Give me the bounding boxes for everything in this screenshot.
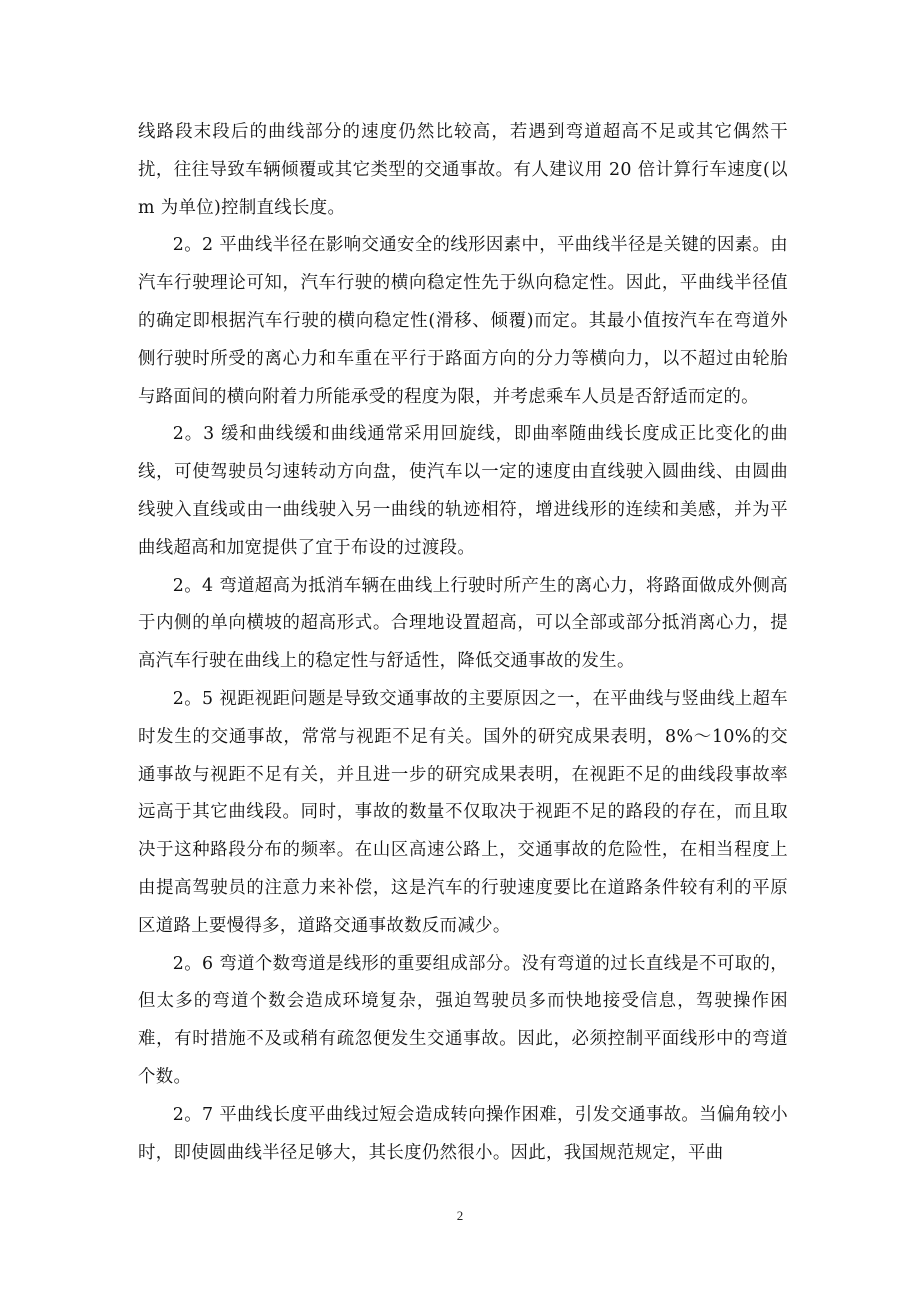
paragraph-2-5-sight-distance: 2。5 视距视距问题是导致交通事故的主要原因之一，在平曲线与竖曲线上超车时发生的交通事故，常常与视距不足有关。国外的研究成果表明，8%～10%的交通事故与视距不足有关，并且进一步的研究成果表明，在视距不足的曲线段事故率远高于其它曲线段。同时，事故的数量不仅取决于视距不足的路段的存在，而且取决于这种路段分布的频率。在山区高速公路上，交通事故的危险性，在相当程度上由提高驾驶员的注意力来补偿，这是汽车的行驶速度要比在道路条件较有利的平原区道路上要慢得多，道路交通事故数反而减少。 [138,688,788,936]
page-number: 2 [456,1208,464,1223]
paragraph-2-2-curve-radius: 2。2 平曲线半径在影响交通安全的线形因素中，平曲线半径是关键的因素。由汽车行驶理论可知，汽车行驶的横向稳定性先于纵向稳定性。因此，平曲线半径值的确定即根据汽车行驶的横向稳定性(滑移、倾覆)而定。其最小值按汽车在弯道外侧行驶时所受的离心力和车重在平行于路面方向的分力等横向力，以不超过由轮胎与路面间的横向附着力所能承受的程度为限，并考虑乘车人员是否舒适而定的。 [138,235,788,407]
body-text [138,114,788,1172]
paragraph-2-4-superelevation: 2。4 弯道超高为抵消车辆在曲线上行驶时所产生的离心力，将路面做成外侧高于内侧的单向横坡的超高形式。合理地设置超高，可以全部或部分抵消离心力，提高汽车行驶在曲线上的稳定性与舒适性，降低交通事故的发生。 [138,575,788,672]
paragraph-continuation: 线路段末段后的曲线部分的速度仍然比较高，若遇到弯道超高不足或其它偶然干扰，往往导致车辆倾覆或其它类型的交通事故。有人建议用 20 倍计算行车速度(以 m 为单位)控制直线长度。 [138,122,788,218]
paragraph-2-7-curve-length: 2。7 平曲线长度平曲线过短会造成转向操作困难，引发交通事故。当偏角较小时，即使圆曲线半径足够大，其长度仍然很小。因此，我国规范规定，平曲 [138,1104,788,1163]
paragraph-2-3-transition-curve: 2。3 缓和曲线缓和曲线通常采用回旋线，即曲率随曲线长度成正比变化的曲线，可使驾驶员匀速转动方向盘，使汽车以一定的速度由直线驶入圆曲线、由圆曲线驶入直线或由一曲线驶入另一曲线的轨迹相符，增进线形的连续和美感，并为平曲线超高和加宽提供了宜于布设的过渡段。 [138,424,788,558]
paragraph-2-6-curve-count: 2。6 弯道个数弯道是线形的重要组成部分。没有弯道的过长直线是不可取的，但太多的弯道个数会造成环境复杂，强迫驾驶员多而快地接受信息，驾驶操作困难，有时措施不及或稍有疏忽便发生交通事故。因此，必须控制平面线形中的弯道个数。 [138,953,788,1087]
